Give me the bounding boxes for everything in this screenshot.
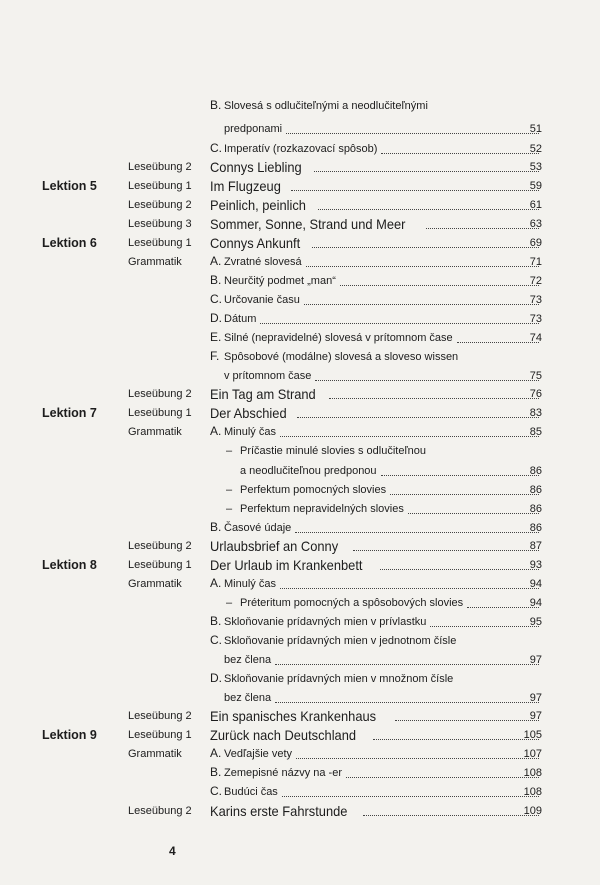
- entry-title: [210, 234, 300, 252]
- entry-text: Silné (nepravidelné) slovesá v prítomnom čase: [224, 332, 453, 344]
- section-label: Grammatik: [128, 426, 182, 438]
- toc-row: [0, 272, 600, 290]
- page-ref: 73: [529, 313, 542, 325]
- section-label: Leseübung 1: [128, 407, 192, 419]
- toc-row: [0, 234, 600, 252]
- toc-entry: [210, 802, 542, 820]
- section-label: Grammatik: [128, 748, 182, 760]
- entry-title: [226, 462, 377, 480]
- page-ref: 51: [529, 123, 542, 135]
- entry-text: Vedľajšie vety: [224, 748, 293, 760]
- lesson-label: Lektion 9: [42, 728, 97, 742]
- entry-text: Slovesá s odlučiteľnými a neodlučiteľnými: [224, 100, 428, 112]
- section-label: Leseübung 2: [128, 710, 192, 722]
- dot-leader: [297, 417, 539, 418]
- toc-entry: [210, 385, 542, 403]
- toc-entry: [210, 97, 542, 115]
- toc-row: [0, 726, 600, 744]
- toc-row: [0, 310, 600, 328]
- entry-text: Ein Tag am Strand: [210, 386, 316, 402]
- dot-leader: [312, 247, 539, 248]
- entry-title: [210, 556, 362, 574]
- toc-entry: [210, 196, 542, 214]
- toc-row: [0, 97, 600, 115]
- entry-title: [210, 271, 336, 290]
- toc-entry: [210, 670, 542, 688]
- dot-leader: [291, 190, 539, 191]
- entry-text: Spôsobové (modálne) slovesá a sloveso wissen: [224, 351, 459, 363]
- entry-title: [210, 177, 281, 195]
- section-label: Leseübung 1: [128, 729, 192, 741]
- dot-leader: [260, 323, 539, 324]
- toc-row: [0, 575, 600, 593]
- entry-text: Budúci čas: [224, 786, 278, 798]
- page-ref: 109: [523, 805, 542, 817]
- section-label: Leseübung 1: [128, 559, 192, 571]
- section-label: Leseübung 1: [128, 237, 192, 249]
- dot-leader: [275, 664, 539, 665]
- dot-leader: [314, 171, 539, 172]
- page-ref: 86: [529, 465, 542, 477]
- toc-entry: [210, 291, 542, 309]
- entry-title: [226, 594, 463, 612]
- entry-title: [210, 215, 405, 233]
- entry-text: Peinlich, peinlich: [210, 197, 306, 213]
- page-ref: 75: [529, 370, 542, 382]
- entry-text: Minulý čas: [224, 426, 276, 438]
- toc-entry: [226, 594, 542, 612]
- page-ref: 73: [529, 294, 542, 306]
- page-ref: 87: [529, 540, 542, 552]
- entry-text: predponami: [224, 123, 283, 135]
- dot-leader: [282, 796, 539, 797]
- entry-text: Zemepisné názvy na -er: [224, 767, 342, 779]
- toc-entry: [210, 783, 542, 801]
- entry-title: [210, 802, 347, 820]
- toc-row: [0, 689, 600, 707]
- page-ref: 72: [529, 275, 542, 287]
- entry-text: Der Abschied: [210, 405, 287, 421]
- page-ref: 76: [529, 388, 542, 400]
- toc-row: [0, 745, 600, 763]
- toc-entry: [210, 651, 542, 669]
- item-letter: C.: [210, 292, 222, 306]
- dot-leader: [280, 588, 539, 589]
- toc-row: [0, 613, 600, 631]
- entry-text: Skloňovanie prídavných mien v prívlastku: [224, 616, 427, 628]
- entry-text: a neodlučiteľnou predponou: [240, 465, 377, 477]
- entry-title: [210, 196, 306, 214]
- dot-leader: [280, 436, 539, 437]
- lesson-label: Lektion 7: [42, 406, 97, 420]
- page-ref: 63: [529, 218, 542, 230]
- entry-text: Der Urlaub im Krankenbett: [210, 557, 363, 573]
- entry-title: [210, 422, 276, 441]
- item-letter: C.: [210, 633, 222, 647]
- entry-title: [226, 500, 404, 518]
- entry-text: Urlaubsbrief an Conny: [210, 538, 339, 554]
- toc-entry: [210, 745, 542, 763]
- toc-row: [0, 404, 600, 422]
- item-letter: A.: [210, 254, 222, 268]
- entry-title: [210, 612, 426, 631]
- entry-title: [210, 139, 377, 158]
- entry-title: [210, 290, 300, 309]
- dot-leader: [275, 702, 539, 703]
- toc-row: [0, 158, 600, 176]
- entry-text: Časové údaje: [224, 522, 292, 534]
- entry-title: [210, 158, 302, 176]
- page-ref: 74: [529, 332, 542, 344]
- toc-entry: [226, 462, 542, 480]
- dot-leader: [296, 758, 539, 759]
- toc-entry: [210, 215, 542, 233]
- entry-text: Skloňovanie prídavných mien v množnom čísle: [224, 673, 454, 685]
- toc-row: [0, 500, 600, 518]
- toc-row: [0, 196, 600, 214]
- bullet-dash: –: [226, 503, 233, 515]
- toc-row: [0, 651, 600, 669]
- toc-entry: [210, 234, 542, 252]
- item-letter: A.: [210, 576, 222, 590]
- toc-row: [0, 423, 600, 441]
- entry-title: [210, 96, 428, 115]
- entry-title: [210, 669, 453, 688]
- item-letter: C.: [210, 784, 222, 798]
- page-ref: 83: [529, 407, 542, 419]
- toc-row: [0, 215, 600, 233]
- toc-row: [0, 537, 600, 555]
- toc-entry: [210, 310, 542, 328]
- entry-text: Sommer, Sonne, Strand und Meer: [210, 216, 406, 232]
- section-label: Leseübung 2: [128, 805, 192, 817]
- toc-entry: [210, 556, 542, 574]
- toc-entry: [210, 404, 542, 422]
- toc-entry: [210, 348, 542, 366]
- toc-entry: [210, 689, 542, 707]
- toc-row: [0, 519, 600, 537]
- toc-entry: [210, 726, 542, 744]
- toc-row: [0, 348, 600, 366]
- entry-text: Príčastie minulé slovies s odlučiteľnou: [240, 445, 427, 457]
- toc-row: [0, 385, 600, 403]
- toc-row: [0, 783, 600, 801]
- toc-entry: [210, 632, 542, 650]
- toc-row: [0, 140, 600, 158]
- entry-title: [210, 518, 291, 537]
- entry-text: Connys Ankunft: [210, 235, 301, 251]
- entry-text: Im Flugzeug: [210, 178, 281, 194]
- item-letter: F.: [210, 349, 220, 363]
- toc-row: [0, 177, 600, 195]
- entry-text: Určovanie času: [224, 294, 300, 306]
- toc-entry: [210, 764, 542, 782]
- dot-leader: [315, 380, 539, 381]
- toc-row: [0, 329, 600, 347]
- entry-title: [210, 309, 256, 328]
- toc-entry: [226, 442, 542, 460]
- toc-row: [0, 764, 600, 782]
- page-ref: 61: [529, 199, 542, 211]
- page-ref: 52: [529, 143, 542, 155]
- toc-entry: [210, 537, 542, 555]
- entry-title: [210, 347, 458, 366]
- toc-row: [0, 707, 600, 725]
- dot-leader: [346, 777, 539, 778]
- entry-text: Dátum: [224, 313, 257, 325]
- section-label: Leseübung 2: [128, 161, 192, 173]
- entry-text: Neurčitý podmet „man“: [224, 275, 336, 287]
- entry-title: [210, 252, 302, 271]
- entry-title: [210, 726, 356, 744]
- entry-title: [210, 120, 282, 138]
- toc-row: [0, 632, 600, 650]
- toc-row: [0, 442, 600, 460]
- toc-row: [0, 594, 600, 612]
- page-ref: 95: [529, 616, 542, 628]
- section-label: Leseübung 3: [128, 218, 192, 230]
- toc-entry: [210, 707, 542, 725]
- page-ref: 93: [529, 559, 542, 571]
- entry-text: Skloňovanie prídavných mien v jednotnom čísle: [224, 635, 457, 647]
- page-ref: 59: [529, 180, 542, 192]
- entry-text: Préteritum pomocných a spôsobových slovies: [240, 597, 464, 609]
- item-letter: D.: [210, 311, 222, 325]
- toc-row: [0, 481, 600, 499]
- toc-entry: [210, 423, 542, 441]
- toc-entry: [210, 367, 542, 385]
- toc-entry: [226, 481, 542, 499]
- page-ref: 105: [523, 729, 542, 741]
- lesson-label: Lektion 8: [42, 558, 97, 572]
- item-letter: B.: [210, 273, 222, 287]
- toc-row: [0, 367, 600, 385]
- section-label: Leseübung 2: [128, 199, 192, 211]
- toc-entry: [210, 140, 542, 158]
- page-number: 4: [169, 844, 176, 858]
- entry-title: [226, 442, 426, 460]
- entry-title: [210, 574, 276, 593]
- dot-leader: [295, 532, 539, 533]
- page-ref: 94: [529, 578, 542, 590]
- dot-leader: [318, 209, 539, 210]
- entry-text: v prítomnom čase: [224, 370, 312, 382]
- bullet-dash: –: [226, 484, 233, 496]
- toc-row: [0, 556, 600, 574]
- entry-title: [226, 481, 386, 499]
- toc-row: [0, 670, 600, 688]
- entry-title: [210, 631, 456, 650]
- toc-entry: [210, 120, 542, 138]
- bullet-dash: –: [226, 597, 233, 609]
- entry-text: Connys Liebling: [210, 159, 302, 175]
- lesson-label: Lektion 6: [42, 236, 97, 250]
- section-label: Grammatik: [128, 578, 182, 590]
- section-label: Leseübung 1: [128, 180, 192, 192]
- entry-title: [210, 689, 271, 707]
- toc-entry: [210, 613, 542, 631]
- section-label: Leseübung 2: [128, 388, 192, 400]
- toc-entry: [210, 272, 542, 290]
- toc-entry: [210, 329, 542, 347]
- page-ref: 86: [529, 522, 542, 534]
- toc-entry: [210, 253, 542, 271]
- entry-title: [210, 404, 287, 422]
- entry-text: Ein spanisches Krankenhaus: [210, 708, 377, 724]
- bullet-dash: –: [226, 445, 233, 457]
- page-ref: 85: [529, 426, 542, 438]
- dot-leader: [304, 304, 539, 305]
- entry-text: Karins erste Fahrstunde: [210, 803, 348, 819]
- section-label: Grammatik: [128, 256, 182, 268]
- page-ref: 97: [529, 710, 542, 722]
- entry-title: [210, 328, 453, 347]
- page-ref: 94: [529, 597, 542, 609]
- page-ref: 108: [523, 786, 542, 798]
- item-letter: C.: [210, 141, 222, 155]
- lesson-label: Lektion 5: [42, 179, 97, 193]
- entry-title: [210, 385, 316, 403]
- page-ref: 86: [529, 503, 542, 515]
- page-ref: 71: [529, 256, 542, 268]
- item-letter: E.: [210, 330, 222, 344]
- entry-title: [210, 367, 311, 385]
- entry-title: [210, 651, 271, 669]
- page-ref: 86: [529, 484, 542, 496]
- toc-row: [0, 253, 600, 271]
- item-letter: A.: [210, 746, 222, 760]
- page-ref: 107: [523, 748, 542, 760]
- item-letter: B.: [210, 614, 222, 628]
- toc-entry: [210, 177, 542, 195]
- entry-title: [210, 707, 376, 725]
- dot-leader: [340, 285, 539, 286]
- entry-text: Zurück nach Deutschland: [210, 727, 357, 743]
- dot-leader: [286, 133, 539, 134]
- entry-text: bez člena: [224, 654, 272, 666]
- toc-row: [0, 802, 600, 820]
- entry-title: [210, 763, 342, 782]
- dot-leader: [329, 398, 539, 399]
- section-label: Leseübung 2: [128, 540, 192, 552]
- page-ref: 108: [523, 767, 542, 779]
- toc-entry: [210, 158, 542, 176]
- dot-leader: [306, 266, 539, 267]
- entry-title: [210, 782, 278, 801]
- toc-entry: [210, 575, 542, 593]
- entry-text: Perfektum nepravidelných slovies: [240, 503, 404, 515]
- entry-title: [210, 744, 292, 763]
- entry-text: Zvratné slovesá: [224, 256, 302, 268]
- entry-title: [210, 537, 338, 555]
- page-ref: 97: [529, 692, 542, 704]
- item-letter: D.: [210, 671, 222, 685]
- page-ref: 53: [529, 161, 542, 173]
- entry-text: Perfektum pomocných slovies: [240, 484, 387, 496]
- entry-text: Minulý čas: [224, 578, 276, 590]
- toc-row: [0, 120, 600, 138]
- page-ref: 69: [529, 237, 542, 249]
- entry-text: Imperatív (rozkazovací spôsob): [224, 143, 378, 155]
- page-ref: 97: [529, 654, 542, 666]
- entry-text: bez člena: [224, 692, 272, 704]
- toc-row: [0, 291, 600, 309]
- item-letter: A.: [210, 424, 222, 438]
- item-letter: B.: [210, 98, 222, 112]
- toc-entry: [226, 500, 542, 518]
- toc-row: [0, 462, 600, 480]
- item-letter: B.: [210, 765, 222, 779]
- item-letter: B.: [210, 520, 222, 534]
- toc-entry: [210, 519, 542, 537]
